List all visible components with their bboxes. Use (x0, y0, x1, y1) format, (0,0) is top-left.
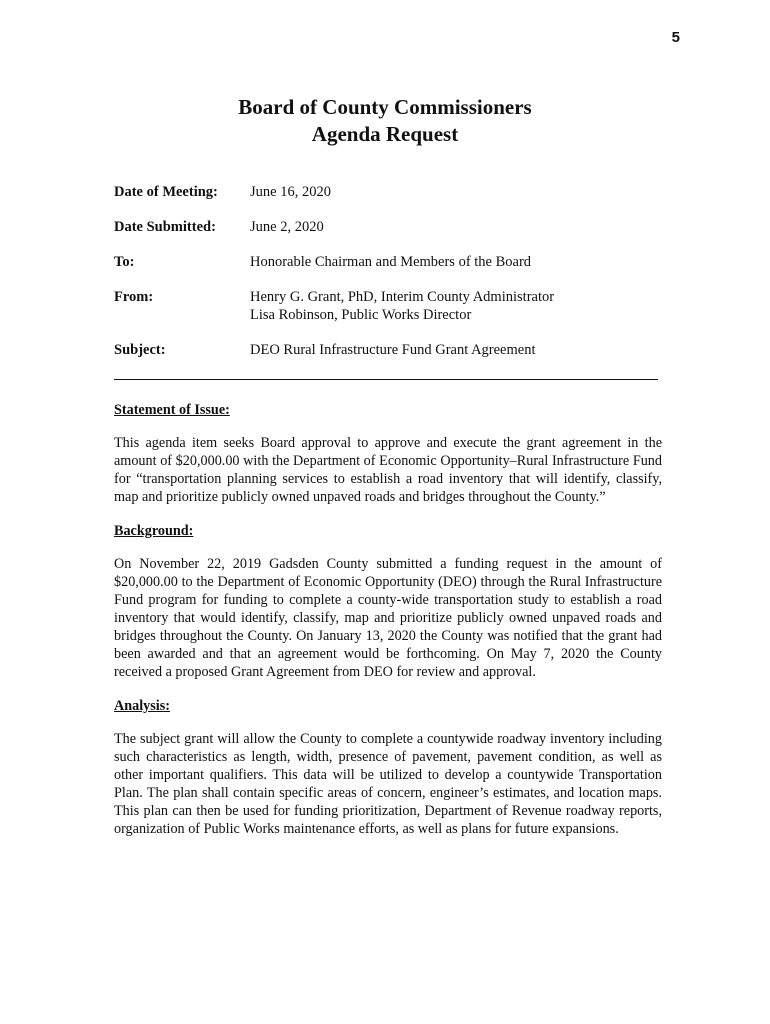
meta-row-to (114, 253, 664, 271)
analysis-heading: Analysis: (114, 698, 170, 714)
meta-row-date-of-meeting (114, 183, 664, 201)
from-value (250, 288, 664, 324)
date-submitted-label: Date Submitted: (114, 219, 216, 235)
date-of-meeting-value: June 16, 2020 (250, 184, 331, 200)
subject-value: DEO Rural Infrastructure Fund Grant Agreement (250, 342, 536, 358)
from-line-2: Lisa Robinson, Public Works Director (250, 307, 472, 323)
analysis-text: The subject grant will allow the County to complete a countywide roadway inventory including such characteristics as length, width, presence of pavement, pavement condition, as well as other important qualifiers. This data will be utilized to develop a countywide Transportation Plan. The plan shall contain specific areas of concern, engineer’s estimates, and location maps. This plan can then be used for funding prioritization, Department of Revenue roadway reports, organization of Public Works maintenance efforts, as well as plans for future expansions. (114, 731, 662, 837)
page-number: 5 (671, 29, 680, 46)
statement-of-issue-heading: Statement of Issue: (114, 402, 230, 418)
background-text: On November 22, 2019 Gadsden County submitted a funding request in the amount of $20,000.00 to the Department of Economic Opportunity (DEO) through the Rural Infrastructure Fund program for funding to complete a county-wide transportation study to establish a road inventory that would identify, classify, map and prioritize publicly owned unpaved roads and bridges throughout the County. On January 13, 2020 the County was notified that the grant had been awarded and that an agreement would be forthcoming. On May 7, 2020 the County received a proposed Grant Agreement from DEO for review and approval. (114, 556, 662, 680)
agenda-meta (114, 183, 664, 376)
meta-row-subject (114, 341, 664, 359)
document-body (114, 401, 662, 854)
document-title (0, 94, 770, 148)
date-of-meeting-label: Date of Meeting: (114, 184, 218, 200)
background-heading: Background: (114, 523, 194, 539)
subject-label: Subject: (114, 342, 166, 358)
to-value: Honorable Chairman and Members of the Board (250, 254, 532, 270)
from-label: From: (114, 289, 154, 305)
title-line-2: Agenda Request (311, 122, 459, 146)
horizontal-divider (114, 379, 658, 380)
from-line-1: Henry G. Grant, PhD, Interim County Administrator (250, 289, 555, 305)
date-submitted-value: June 2, 2020 (250, 219, 324, 235)
statement-of-issue-text: This agenda item seeks Board approval to approve and execute the grant agreement in the amount of $20,000.00 with the Department of Economic Opportunity–Rural Infrastructure Fund for “transportation planning services to establish a road inventory that will identify, classify, map and prioritize publicly owned unpaved roads and bridges throughout the County.” (114, 435, 662, 505)
meta-row-date-submitted (114, 218, 664, 236)
title-line-1: Board of County Commissioners (238, 95, 532, 119)
to-label: To: (114, 254, 135, 270)
meta-row-from (114, 288, 664, 324)
